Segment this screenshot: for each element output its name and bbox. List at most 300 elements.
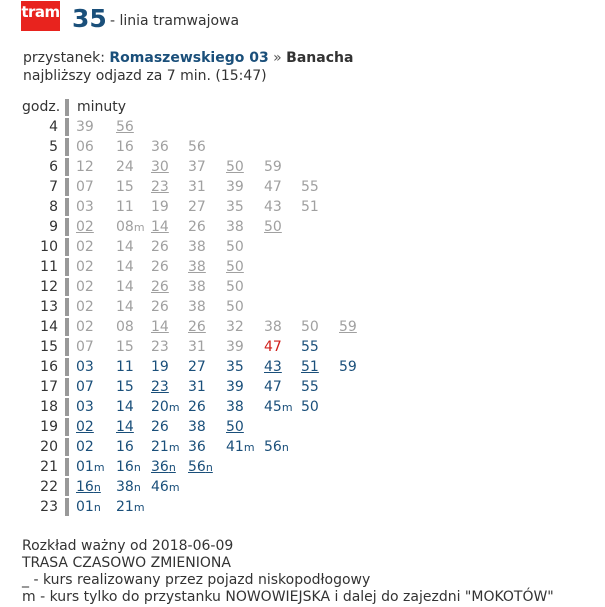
minute-value: 26: [151, 299, 169, 315]
minute-value: 38: [188, 259, 206, 275]
minute-suffix: n: [133, 461, 141, 474]
minute-value: 47: [264, 379, 282, 395]
departure-minute[interactable]: [76, 197, 94, 217]
departure-minute[interactable]: [226, 417, 244, 437]
departure-minute[interactable]: [151, 257, 169, 277]
hour-row: [0, 197, 605, 217]
minute-value: 47: [264, 179, 282, 195]
minute-value: 56: [264, 439, 282, 455]
minutes-column-header: minuty: [77, 99, 127, 115]
minute-value: 30: [151, 159, 169, 175]
minute-value: 19: [151, 359, 169, 375]
hour-row: [0, 177, 605, 197]
row-divider: [65, 298, 69, 316]
minute-suffix: n: [93, 481, 101, 494]
hour-label: 19: [40, 419, 58, 435]
departure-minute[interactable]: [151, 277, 169, 297]
minute-value: 59: [339, 319, 357, 335]
minute-suffix: m: [133, 501, 145, 514]
destination-name: Banacha: [286, 50, 354, 66]
row-divider: [65, 138, 69, 156]
departure-minute[interactable]: [76, 137, 94, 157]
departure-minute[interactable]: [226, 257, 244, 277]
minute-value: 55: [301, 179, 319, 195]
departure-minute[interactable]: [76, 177, 94, 197]
minute-value: 46: [151, 479, 169, 495]
row-divider: [65, 218, 69, 236]
departure-minute[interactable]: [151, 417, 169, 437]
stop-name: Romaszewskiego 03: [109, 50, 269, 66]
minute-value: 02: [76, 219, 94, 235]
departure-minute[interactable]: [151, 357, 169, 377]
departure-minute[interactable]: [226, 177, 244, 197]
departure-minute[interactable]: [226, 277, 244, 297]
departure-minute[interactable]: [76, 257, 94, 277]
legend-lowfloor: _ - kurs realizowany przez pojazd niskopodłogowy: [22, 572, 371, 588]
minute-value: 31: [188, 179, 206, 195]
hour-row: [0, 377, 605, 397]
hour-label: 22: [40, 479, 58, 495]
minute-value: 01: [76, 459, 94, 475]
minute-value: 26: [151, 279, 169, 295]
minute-value: 23: [151, 379, 169, 395]
hour-label: 4: [49, 119, 58, 135]
hour-row: [0, 217, 605, 237]
departure-minute[interactable]: [188, 337, 206, 357]
minute-value: 50: [264, 219, 282, 235]
departure-minute[interactable]: [116, 277, 134, 297]
minute-suffix: m: [281, 401, 293, 414]
departure-minute[interactable]: [188, 377, 206, 397]
minute-value: 16: [116, 439, 134, 455]
minute-value: 51: [301, 359, 319, 375]
minute-value: 08: [116, 319, 134, 335]
hour-label: 8: [49, 199, 58, 215]
departure-minute[interactable]: [226, 437, 255, 458]
minute-value: 08: [116, 219, 134, 235]
hour-label: 14: [40, 319, 58, 335]
minute-value: 26: [151, 419, 169, 435]
stop-info: [23, 49, 353, 67]
hour-row: [0, 277, 605, 297]
departure-minute[interactable]: [116, 437, 134, 457]
minute-value: 14: [116, 239, 134, 255]
minute-value: 14: [116, 399, 134, 415]
departure-minute[interactable]: [188, 277, 206, 297]
departure-minute[interactable]: [76, 397, 94, 417]
minute-value: 50: [226, 239, 244, 255]
row-divider: [65, 258, 69, 276]
minute-value: 38: [226, 219, 244, 235]
departure-minute[interactable]: [116, 117, 134, 137]
minute-value: 43: [264, 359, 282, 375]
departure-minute[interactable]: [188, 317, 206, 337]
departure-minute[interactable]: [151, 457, 176, 478]
minute-value: 55: [301, 379, 319, 395]
minute-value: 55: [301, 339, 319, 355]
line-number: 35: [72, 4, 107, 33]
hour-row: [0, 297, 605, 317]
minute-value: 21: [151, 439, 169, 455]
departure-minute[interactable]: [151, 297, 169, 317]
hour-label: 9: [49, 219, 58, 235]
departure-minute[interactable]: [264, 337, 282, 357]
departure-minute[interactable]: [76, 117, 94, 137]
hour-label: 11: [40, 259, 58, 275]
minute-value: 50: [226, 259, 244, 275]
row-divider: [65, 438, 69, 456]
departure-minute[interactable]: [339, 357, 357, 377]
minute-value: 15: [116, 379, 134, 395]
minute-suffix: n: [133, 481, 141, 494]
hour-row: [0, 477, 605, 497]
minute-value: 14: [116, 259, 134, 275]
hour-column-header: godz.: [22, 99, 61, 115]
minute-value: 27: [188, 199, 206, 215]
hour-row: [0, 417, 605, 437]
minute-suffix: m: [168, 441, 180, 454]
hour-label: 18: [40, 399, 58, 415]
hour-label: 12: [40, 279, 58, 295]
departure-minute[interactable]: [226, 357, 244, 377]
minute-value: 31: [188, 379, 206, 395]
hour-row: [0, 357, 605, 377]
minute-value: 23: [151, 339, 169, 355]
minute-value: 26: [188, 219, 206, 235]
departure-minute[interactable]: [301, 357, 319, 377]
departure-minute[interactable]: [76, 497, 101, 518]
departure-minute[interactable]: [151, 437, 180, 458]
minute-value: 36: [188, 439, 206, 455]
minute-value: 38: [226, 399, 244, 415]
minute-value: 03: [76, 359, 94, 375]
hour-row: [0, 337, 605, 357]
minute-value: 14: [151, 319, 169, 335]
hour-label: 16: [40, 359, 58, 375]
hour-row: [0, 157, 605, 177]
minute-value: 14: [116, 299, 134, 315]
minute-value: 02: [76, 239, 94, 255]
minute-value: 02: [76, 319, 94, 335]
minute-value: 50: [301, 319, 319, 335]
minute-value: 19: [151, 199, 169, 215]
departure-minute[interactable]: [76, 477, 101, 498]
minute-value: 31: [188, 339, 206, 355]
hour-row: [0, 397, 605, 417]
row-divider: [65, 118, 69, 136]
minute-value: 16: [76, 479, 94, 495]
minute-value: 03: [76, 399, 94, 415]
departure-minute[interactable]: [76, 277, 94, 297]
departure-minute[interactable]: [116, 357, 134, 377]
departure-minute[interactable]: [226, 317, 244, 337]
next-departure: najbliższy odjazd za 7 min. (15:47): [23, 68, 267, 84]
minute-value: 27: [188, 359, 206, 375]
minute-value: 01: [76, 499, 94, 515]
minute-value: 35: [226, 199, 244, 215]
row-divider: [65, 178, 69, 196]
row-divider: [65, 418, 69, 436]
departure-minute[interactable]: [116, 457, 141, 478]
departure-minute[interactable]: [226, 297, 244, 317]
departure-minute[interactable]: [188, 457, 213, 478]
departure-minute[interactable]: [116, 497, 145, 518]
hour-label: 15: [40, 339, 58, 355]
departure-minute[interactable]: [226, 157, 244, 177]
departure-minute[interactable]: [264, 197, 282, 217]
minute-value: 26: [151, 239, 169, 255]
minute-value: 07: [76, 339, 94, 355]
minute-value: 21: [116, 499, 134, 515]
row-divider: [65, 278, 69, 296]
departure-minute[interactable]: [188, 437, 206, 457]
minute-value: 02: [76, 259, 94, 275]
minute-suffix: m: [133, 221, 145, 234]
departure-minute[interactable]: [264, 437, 289, 458]
departure-minute[interactable]: [116, 157, 134, 177]
row-divider: [65, 378, 69, 396]
departure-minute[interactable]: [264, 397, 293, 418]
departure-minute[interactable]: [188, 357, 206, 377]
departure-minute[interactable]: [76, 457, 105, 478]
tram-logo: tram: [21, 1, 60, 31]
hour-label: 23: [40, 499, 58, 515]
minute-value: 38: [188, 279, 206, 295]
minute-value: 59: [264, 159, 282, 175]
minute-value: 56: [116, 119, 134, 135]
minute-value: 02: [76, 279, 94, 295]
minute-value: 14: [116, 419, 134, 435]
hour-label: 7: [49, 179, 58, 195]
minute-value: 39: [76, 119, 94, 135]
minute-value: 59: [339, 359, 357, 375]
minute-value: 45: [264, 399, 282, 415]
departure-minute[interactable]: [76, 337, 94, 357]
departure-minute[interactable]: [76, 357, 94, 377]
row-divider: [65, 458, 69, 476]
minute-value: 38: [188, 299, 206, 315]
minute-value: 07: [76, 179, 94, 195]
departure-minute[interactable]: [76, 237, 94, 257]
hour-label: 20: [40, 439, 58, 455]
departure-minute[interactable]: [116, 477, 141, 498]
minute-value: 50: [301, 399, 319, 415]
minute-value: 50: [226, 159, 244, 175]
minute-value: 23: [151, 179, 169, 195]
departure-minute[interactable]: [188, 257, 206, 277]
departure-minute[interactable]: [151, 157, 169, 177]
line-description: - linia tramwajowa: [110, 13, 240, 29]
minute-value: 15: [116, 179, 134, 195]
column-divider: [65, 99, 69, 116]
departure-minute[interactable]: [264, 357, 282, 377]
departure-minute[interactable]: [264, 157, 282, 177]
departure-minute[interactable]: [188, 397, 206, 417]
departure-minute[interactable]: [151, 177, 169, 197]
departure-minute[interactable]: [151, 337, 169, 357]
minute-value: 03: [76, 199, 94, 215]
departure-minute[interactable]: [339, 317, 357, 337]
minute-suffix: m: [93, 461, 105, 474]
departure-minute[interactable]: [116, 297, 134, 317]
minute-value: 43: [264, 199, 282, 215]
departure-minute[interactable]: [226, 237, 244, 257]
departure-minute[interactable]: [76, 317, 94, 337]
valid-from: Rozkład ważny od 2018-06-09: [22, 538, 234, 554]
departure-minute[interactable]: [188, 177, 206, 197]
departure-minute[interactable]: [226, 217, 244, 237]
hour-label: 10: [40, 239, 58, 255]
departure-minute[interactable]: [151, 397, 180, 418]
hour-row: [0, 237, 605, 257]
departure-minute[interactable]: [301, 337, 319, 357]
minute-value: 02: [76, 419, 94, 435]
departure-minute[interactable]: [76, 217, 94, 237]
hour-row: [0, 497, 605, 517]
departure-minute[interactable]: [264, 217, 282, 237]
departure-minute[interactable]: [301, 317, 319, 337]
departure-minute[interactable]: [116, 397, 134, 417]
minute-value: 11: [116, 359, 134, 375]
legend-m: m - kurs tylko do przystanku NOWOWIEJSKA i dalej do zajezdni "MOKOTÓW": [22, 589, 554, 605]
minute-value: 56: [188, 459, 206, 475]
minute-value: 32: [226, 319, 244, 335]
minute-value: 16: [116, 139, 134, 155]
minute-value: 16: [116, 459, 134, 475]
departure-minute[interactable]: [188, 417, 206, 437]
departure-minute[interactable]: [188, 297, 206, 317]
minute-value: 50: [226, 279, 244, 295]
minute-value: 02: [76, 439, 94, 455]
minute-value: 14: [151, 219, 169, 235]
hour-label: 17: [40, 379, 58, 395]
departure-minute[interactable]: [151, 477, 180, 498]
minute-value: 36: [151, 139, 169, 155]
row-divider: [65, 478, 69, 496]
row-divider: [65, 398, 69, 416]
departure-minute[interactable]: [226, 377, 244, 397]
departure-minute[interactable]: [301, 177, 319, 197]
stop-label: przystanek:: [23, 50, 105, 66]
departure-minute[interactable]: [76, 377, 94, 397]
departure-minute[interactable]: [116, 217, 145, 238]
departure-minute[interactable]: [116, 237, 134, 257]
departure-minute[interactable]: [151, 377, 169, 397]
minute-value: 02: [76, 299, 94, 315]
departure-minute[interactable]: [151, 217, 169, 237]
minute-suffix: n: [93, 501, 101, 514]
departure-minute[interactable]: [264, 377, 282, 397]
direction-separator: »: [273, 50, 282, 66]
minute-value: 50: [226, 299, 244, 315]
departure-minute[interactable]: [116, 417, 134, 437]
minute-value: 50: [226, 419, 244, 435]
minute-value: 26: [188, 319, 206, 335]
minute-value: 51: [301, 199, 319, 215]
hour-row: [0, 117, 605, 137]
departure-minute[interactable]: [188, 197, 206, 217]
minute-value: 35: [226, 359, 244, 375]
departure-minute[interactable]: [301, 377, 319, 397]
hour-label: 5: [49, 139, 58, 155]
minute-value: 38: [264, 319, 282, 335]
departure-minute[interactable]: [116, 137, 134, 157]
minute-value: 12: [76, 159, 94, 175]
minute-value: 56: [188, 139, 206, 155]
hour-row: [0, 457, 605, 477]
departure-minute[interactable]: [116, 377, 134, 397]
hour-row: [0, 317, 605, 337]
departure-minute[interactable]: [116, 197, 134, 217]
row-divider: [65, 158, 69, 176]
minute-suffix: n: [168, 461, 176, 474]
hour-row: [0, 437, 605, 457]
departure-minute[interactable]: [116, 317, 134, 337]
departure-minute[interactable]: [116, 337, 134, 357]
hour-label: 6: [49, 159, 58, 175]
departure-minute[interactable]: [151, 317, 169, 337]
departure-minute[interactable]: [264, 317, 282, 337]
minute-value: 07: [76, 379, 94, 395]
departure-minute[interactable]: [151, 137, 169, 157]
departure-minute[interactable]: [76, 437, 94, 457]
timetable-footer: [22, 538, 554, 606]
departure-minute[interactable]: [76, 417, 94, 437]
hour-label: 13: [40, 299, 58, 315]
departure-minute[interactable]: [116, 257, 134, 277]
minute-suffix: n: [281, 441, 289, 454]
departure-minute[interactable]: [151, 197, 169, 217]
minute-value: 26: [151, 259, 169, 275]
minute-value: 36: [151, 459, 169, 475]
hour-label: 21: [40, 459, 58, 475]
row-divider: [65, 498, 69, 516]
minute-suffix: m: [168, 481, 180, 494]
minute-value: 39: [226, 379, 244, 395]
hour-row: [0, 137, 605, 157]
minute-value: 26: [188, 399, 206, 415]
departure-minute[interactable]: [76, 297, 94, 317]
departure-minute[interactable]: [116, 177, 134, 197]
departure-minute[interactable]: [264, 177, 282, 197]
row-divider: [65, 198, 69, 216]
row-divider: [65, 238, 69, 256]
departure-minute[interactable]: [188, 137, 206, 157]
departure-minute[interactable]: [188, 237, 206, 257]
departure-minute[interactable]: [226, 197, 244, 217]
departure-minute[interactable]: [301, 197, 319, 217]
minute-value: 38: [188, 239, 206, 255]
departure-minute[interactable]: [151, 237, 169, 257]
minute-value: 38: [188, 419, 206, 435]
minute-value: 47: [264, 339, 282, 355]
row-divider: [65, 318, 69, 336]
minute-value: 37: [188, 159, 206, 175]
minute-value: 14: [116, 279, 134, 295]
minute-value: 11: [116, 199, 134, 215]
departure-minute[interactable]: [226, 397, 244, 417]
departure-minute[interactable]: [188, 217, 206, 237]
departure-minute[interactable]: [76, 157, 94, 177]
departure-minute[interactable]: [301, 397, 319, 417]
minute-value: 41: [226, 439, 244, 455]
departure-minute[interactable]: [226, 337, 244, 357]
minute-suffix: m: [243, 441, 255, 454]
minute-suffix: n: [205, 461, 213, 474]
minute-value: 38: [116, 479, 134, 495]
minute-value: 24: [116, 159, 134, 175]
departure-minute[interactable]: [188, 157, 206, 177]
